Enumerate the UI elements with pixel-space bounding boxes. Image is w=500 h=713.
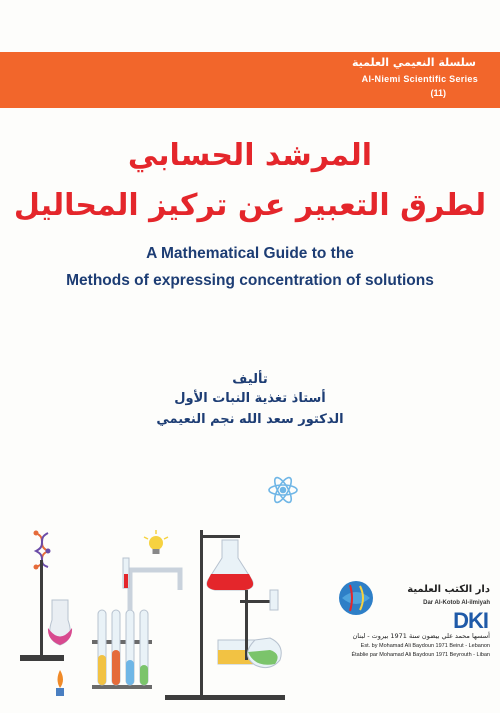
- title-arabic-line2: لطرق التعبير عن تركيز المحاليل: [13, 188, 487, 223]
- series-title-english: Al-Niemi Scientific Series: [361, 74, 478, 84]
- author-label: تأليف: [232, 372, 268, 387]
- publisher-established-french: Établie par Mohamad Ali Baydoun 1971 Beyrouth - Liban: [351, 652, 490, 658]
- light-bulb-icon: [144, 530, 168, 554]
- publisher-logo-block: [322, 572, 492, 682]
- center-stand: [165, 530, 285, 700]
- right-stand: [240, 590, 281, 668]
- left-stand: [20, 560, 72, 696]
- publisher-name-arabic: دار الكتب العلمية: [407, 584, 490, 595]
- atom-icon: [269, 475, 297, 504]
- publisher-name-english: Dar Al-Kotob Al-ilmiyah: [423, 600, 490, 606]
- author-title: أستاذ تغذية النبات الأول: [174, 391, 326, 406]
- author-name: الدكتور سعد الله نجم النعيمي: [156, 412, 344, 427]
- publisher-established-english: Est. by Mohamad Ali Baydoun 1971 Beirut - Lebanon: [360, 643, 490, 649]
- globe-icon: [338, 580, 374, 616]
- title-english-line1: A Mathematical Guide to the: [146, 245, 354, 262]
- publisher-established-arabic: أسسها محمد علي بيضون سنة 1971 بيروت - لبنان: [352, 632, 490, 640]
- title-arabic-line1: المرشد الحسابي: [127, 138, 373, 173]
- series-band: [0, 52, 500, 108]
- test-tube-rack: [92, 558, 180, 689]
- series-title-arabic: سلسلة النعيمي العلمية: [351, 56, 476, 69]
- series-number: (11): [430, 88, 446, 98]
- title-english-line2: Methods of expressing concentration of solutions: [66, 272, 434, 289]
- publisher-logo-text: DKI: [453, 608, 488, 633]
